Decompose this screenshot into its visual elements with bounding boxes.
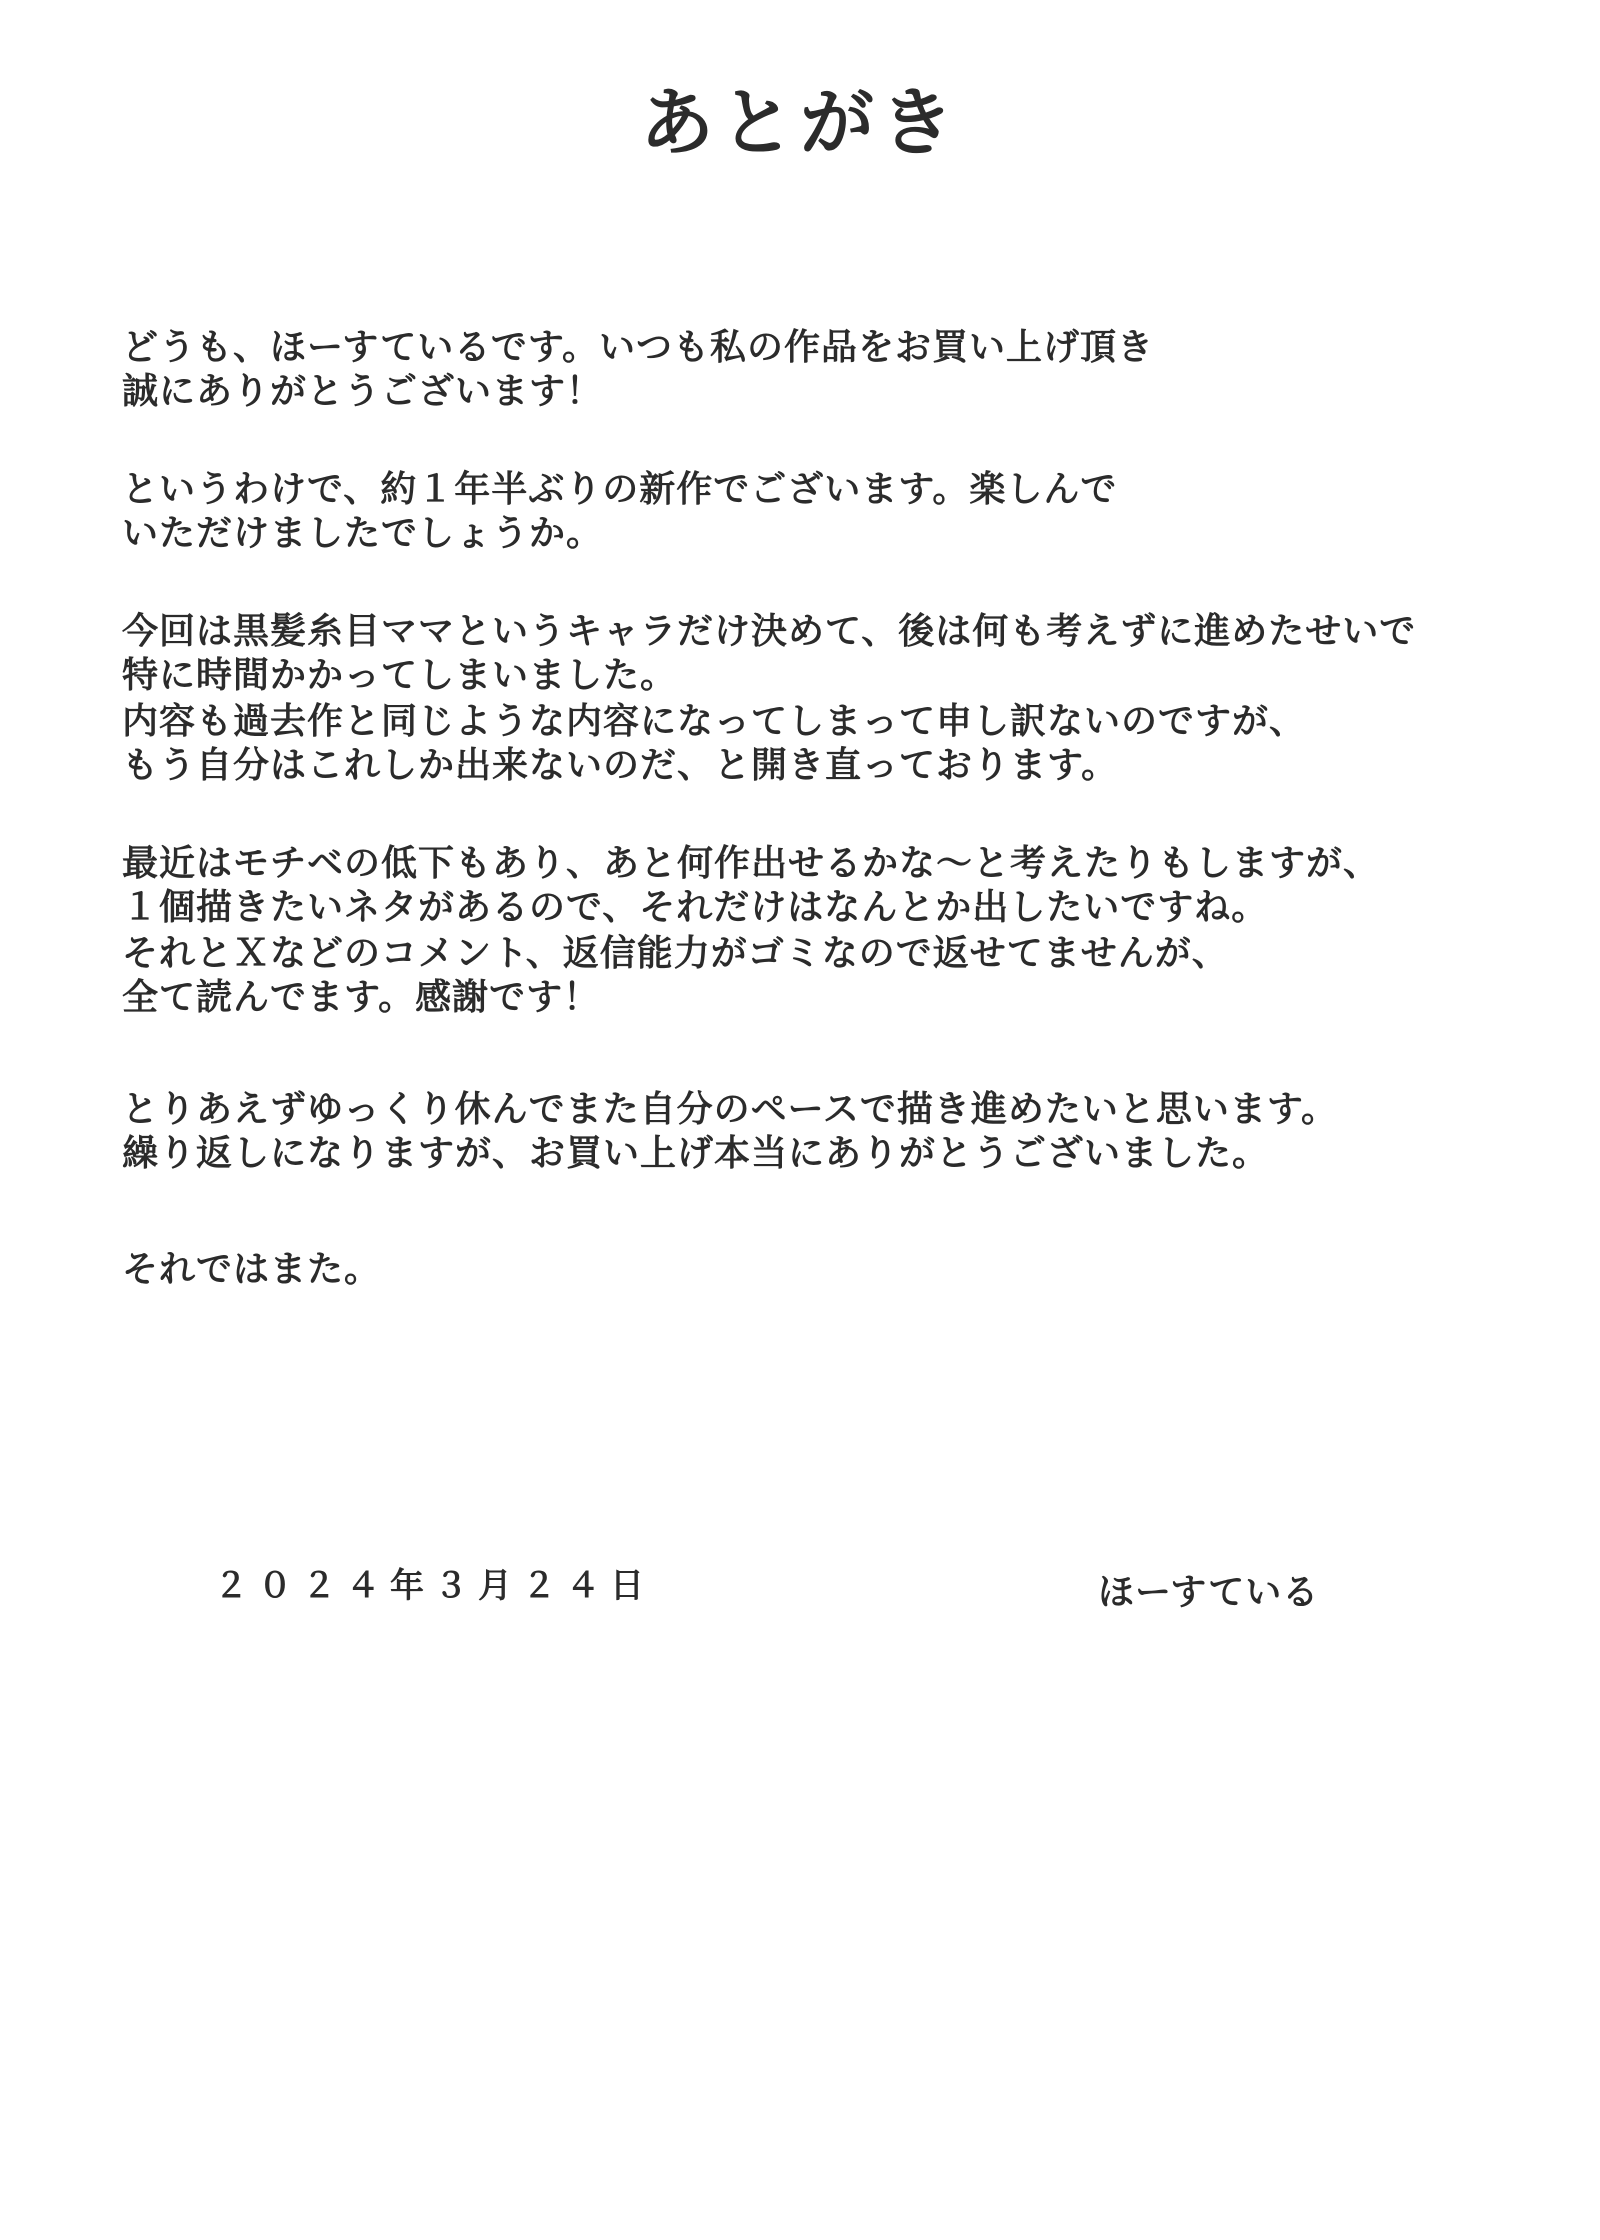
text-line: いただけましたでしょうか。: [122, 513, 604, 554]
author-signature: ほーすている: [1098, 1572, 1320, 1613]
text-line: 全て読んでます。感謝です！: [122, 977, 601, 1018]
text-line: どうも、ほーすているです。いつも私の作品をお買い上げ頂き: [122, 327, 1155, 368]
text-line: それとＸなどのコメント、返信能力がゴミなので返せてませんが、: [122, 933, 1229, 974]
text-line: とりあえずゆっくり休んでまた自分のペースで描き進めたいと思います。: [122, 1089, 1338, 1130]
text-line: 特に時間かかってしまいました。: [122, 655, 678, 696]
text-line: 繰り返しになりますが、お買い上げ本当にありがとうございました。: [122, 1133, 1270, 1174]
text-line: もう自分はこれしか出来ないのだ、と開き直っております。: [122, 745, 1119, 786]
text-line: 内容も過去作と同じような内容になってしまって申し訳ないのですが、: [122, 701, 1307, 742]
closing-line: それではまた。: [122, 1249, 382, 1290]
page-title: あとがき: [640, 80, 960, 166]
text-line: １個描きたいネタがあるので、それだけはなんとか出したいですね。: [122, 887, 1269, 928]
date: ２０２４年３月２４日: [214, 1566, 654, 1606]
text-line: というわけで、約１年半ぶりの新作でございます。楽しんで: [122, 469, 1118, 510]
text-line: 誠にありがとうございます！: [122, 371, 604, 412]
text-line: 最近はモチベの低下もあり、あと何作出せるかな～と考えたりもしますが、: [122, 843, 1381, 884]
text-line: 今回は黒髪糸目ママというキャラだけ決めて、後は何も考えずに進めたせいで: [122, 611, 1417, 652]
